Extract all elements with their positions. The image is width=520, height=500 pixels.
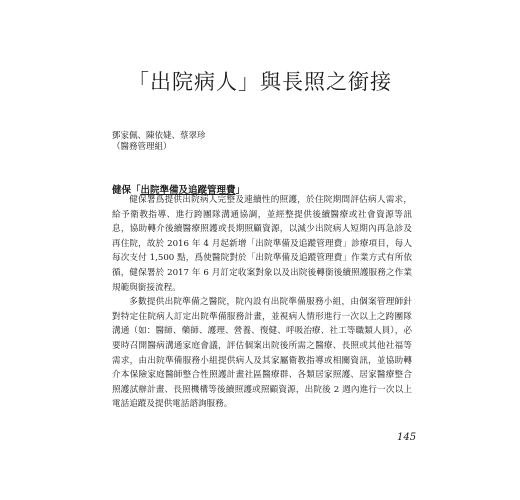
author-affiliation: （醫務管理組） (112, 142, 172, 152)
author-block (112, 131, 206, 153)
paragraph-2: 多數提供出院準備之醫院，院內設有出院準備服務小組，由個案管理師針對特定住院病人訂定出院準備服務計畫，並視病人情形進行一次以上之跨團隊溝通（如：醫師、藥師、護理、營養、復健、呼吸治療、社工等職類人員），必要時召開醫病溝通家庭會議，評估個案出院後所需之醫療、長照或其他社福等需求，由出院準備服務小組提供病人及其家屬衛教指導或相關資訊，並協助轉介本保險家庭醫師整合性照護計畫社區醫療群、各類居家照護、居家醫療整合照護試辦計畫、長照機構等後續照護或照顧資源，出院後 2 週內進行一次以上電話追蹤及提供電話諮詢服務。 (112, 297, 412, 410)
section-heading-underlined: 出院準備及追蹤管理費 (140, 185, 236, 196)
section-heading-prefix: 健保「 (112, 185, 141, 196)
author-names: 鄧家佩、陳依婕、蔡翠珍 (112, 131, 206, 141)
article-title: 「出院病人」與長照之銜接 (128, 70, 392, 94)
page-number: 145 (397, 432, 417, 443)
paragraph-1: 健保署爲提供出院病人完整及連續性的照護，於住院期間評估病人需求，給予衛教指導、進行跨團隊溝通協調，並經整提供後續醫療或社會資源等訊息，協助轉介後續醫療照護或長期照顧資源，以減少出院病人短期內再急診及再住院，故於 2016 年 4 月起新增「出院準備及追蹤管理費」診療項目，每人每次支付 1,500 點，爲使醫院對於「出院準備及追蹤管理費」作業方式有所依循，健保署於 2017 年 6 月訂定收案對象以及出院後轉銜後續照護服務之作業規範與銜接流程。 (112, 195, 412, 293)
body-text (112, 193, 412, 412)
section-heading-suffix: 」 (235, 185, 246, 196)
